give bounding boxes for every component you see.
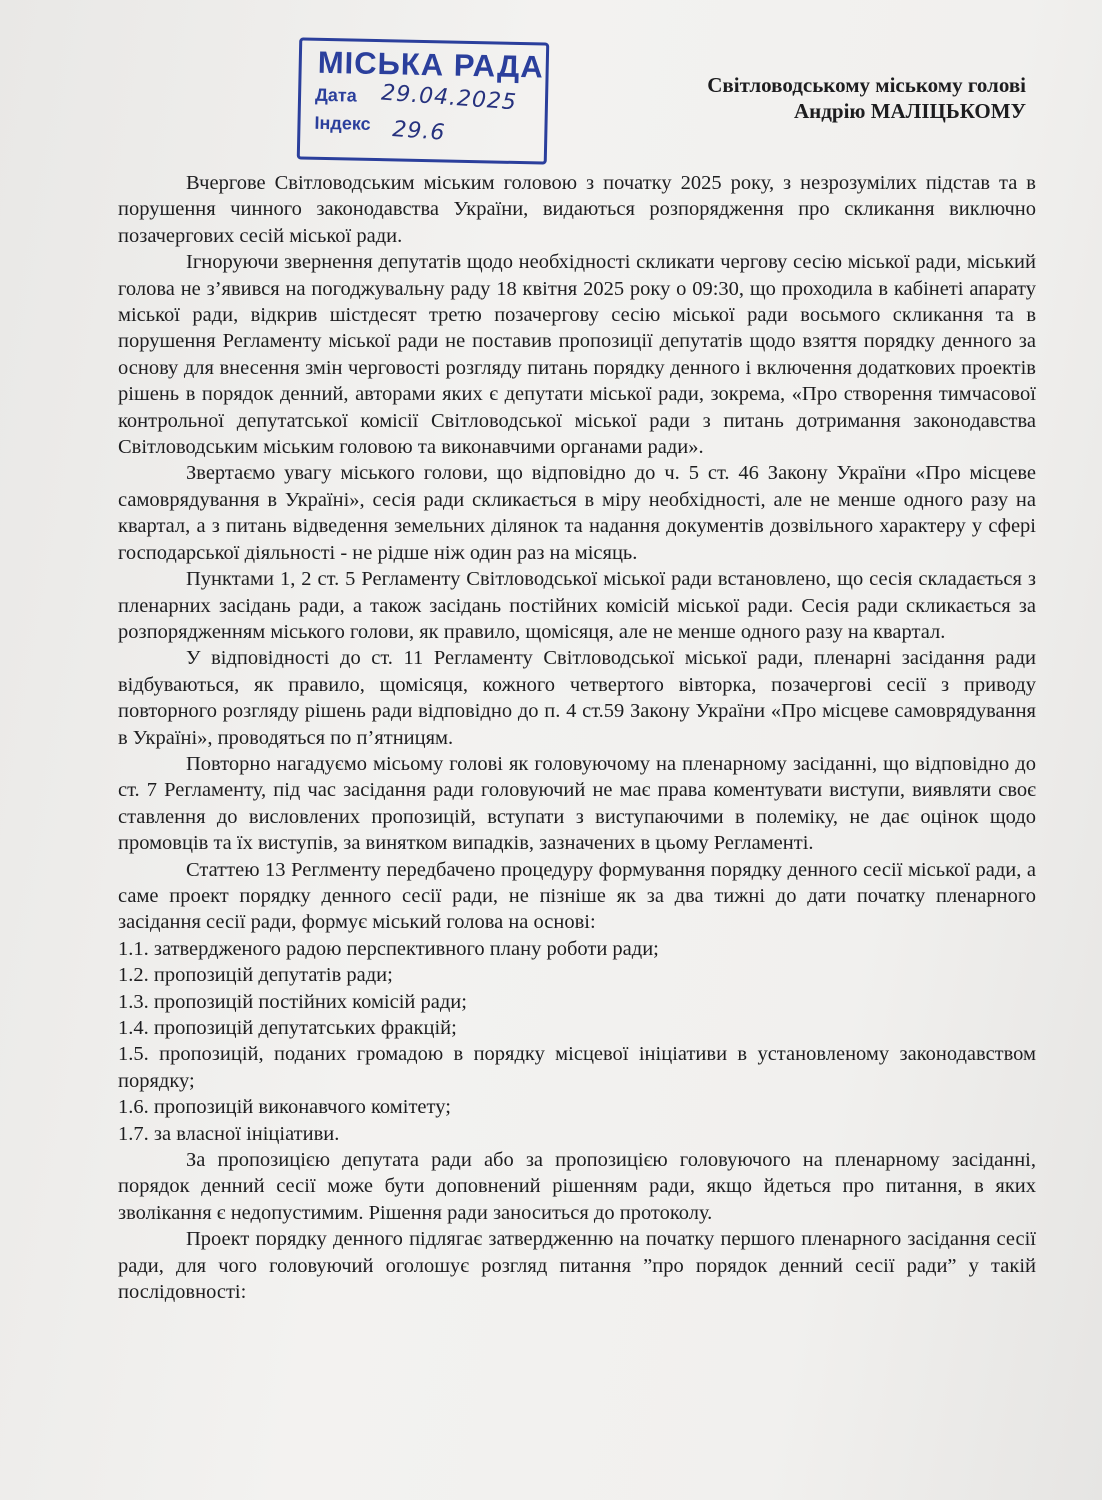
list-item: 1.2. пропозицій депутатів ради;: [118, 964, 393, 987]
paragraph: Статтею 13 Реглменту передбачено процедуру формування порядку денного сесії міської ради, а саме проект порядку денного сесії ради, не пізніше як за два тижні до дати початку пленарного засідання сесії ради, формує міський голова на основі:: [118, 858, 1036, 934]
stamp-date-label: Дата: [314, 84, 357, 106]
list-item: 1.1. затвердженого радою перспективного плану роботи ради;: [118, 937, 659, 960]
paragraph: Ігноруючи звернення депутатів щодо необхідності скликати чергову сесію міської ради, міський голова не з’явився на погоджувальну раду 18 квітня 2025 року о 09:30, що проходила в кабінеті апарату міської ради, відкрив шістдесят третю позачергову сесію міської ради восьмого скликання та в порушення Регламенту міської ради не поставив пропозиції депутатів щодо взяття порядку денного за основу для внесення змін черговості розгляду питань порядку денного і включення додаткових проектів рішень в порядок денний, авторами яких є депутати міської ради, зокрема, «Про створення тимчасової контрольної депутатської комісії Світловодської міської ради з питань дотримання законодавства Світловодським міським головою та виконавчими органами ради».: [118, 251, 1036, 459]
list-item: 1.3. пропозицій постійних комісій ради;: [118, 990, 467, 1013]
stamp-index-value: 29.6: [391, 117, 447, 146]
list-item: 1.7. за власної ініціативи.: [118, 1122, 340, 1145]
paragraph: Пунктами 1, 2 ст. 5 Регламенту Світловодської міської ради встановлено, що сесія складається з пленарних засідань ради, а також засідань постійних комісій міської ради. Сесія ради скликається за розпорядженням міського голови, як правило, щомісяця, але не менше одного разу на квартал.: [118, 568, 1036, 643]
letter-body: [118, 170, 1036, 1305]
stamp-index-label: Індекс: [314, 112, 371, 134]
addressee-line-2: Андрію МАЛІЦЬКОМУ: [794, 99, 1026, 123]
paragraph: У відповідності до ст. 11 Регламенту Світловодської міської ради, пленарні засідання ради відбуваються, як правило, щомісяця, кожного четвертого вівторка, позачергові сесії з приводу повторного розгляду рішень ради відповідно до п. 4 ст.59 Закону України «Про місцеве самоврядування в Україні», проводяться по п’ятницям.: [118, 647, 1036, 749]
stamp-title: МІСЬКА РАДА: [317, 44, 545, 85]
registration-stamp: [297, 37, 550, 164]
list-item: 1.5. пропозицій, поданих громадою в порядку місцевої ініціативи в установленому законодавством порядку;: [118, 1043, 1036, 1092]
agenda-sources-list: [118, 936, 1036, 1147]
paragraph: Вчергове Світловодським міським головою з початку 2025 року, з незрозумілих підстав та в порушення чинного законодавства України, видаються розпорядження про скликання виключно позачергових сесій міської ради.: [118, 172, 1036, 247]
list-item: 1.6. пропозицій виконавчого комітету;: [118, 1096, 451, 1119]
stamp-date-value: 29.04.2025: [380, 80, 518, 116]
list-item: 1.4. пропозицій депутатських фракцій;: [118, 1017, 457, 1039]
addressee-block: [707, 72, 1026, 124]
paragraph: Проект порядку денного підлягає затвердженню на початку першого пленарного засідання сесії ради, для чого головуючий оголошує розгляд питання ”про порядок денний сесії ради” у такій послідовності:: [118, 1228, 1036, 1304]
paragraph: Звертаємо увагу міського голови, що відповідно до ч. 5 ст. 46 Закону України «Про місцеве самоврядування в Україні», сесія ради скликається в міру необхідності, але не менше одного разу на квартал, а з питань відведення земельних ділянок та надання документів дозвільного характеру у сфері господарської діяльності - не рідше ніж один раз на місяць.: [118, 462, 1036, 564]
paragraph: Повторно нагадуємо місьому голові як головуючому на пленарному засіданні, що відповідно до ст. 7 Регламенту, під час засідання ради головуючий не має права коментувати виступи, виявляти своє ставлення до висловлених пропозицій, вступати з виступаючими в полеміку, не дає оцінок щодо промовців та їх виступів, за винятком випадків, зазначених в цьому Регламенті.: [118, 752, 1036, 855]
paragraph: За пропозицією депутата ради або за пропозицією головуючого на пленарному засіданні, порядок денний сесії може бути доповнений рішенням ради, якщо йдеться про питання, в яких зволікання є недопустимим. Рішення ради заноситься до протоколу.: [118, 1149, 1036, 1224]
addressee-line-1: Світловодському міському голові: [707, 73, 1026, 97]
